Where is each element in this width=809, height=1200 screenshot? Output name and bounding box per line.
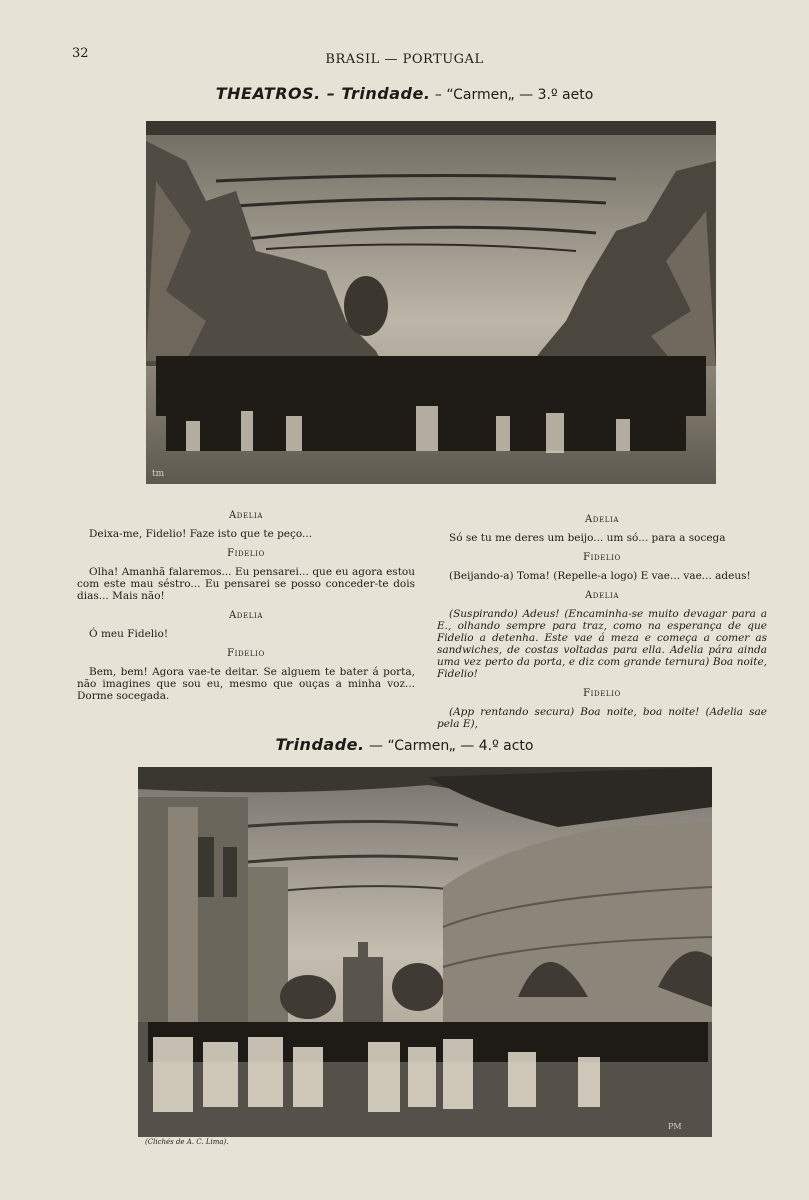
photo-act3-scene: [146, 121, 716, 484]
photo-act3: [146, 121, 716, 484]
page-number: 32: [72, 46, 89, 61]
dialogue-column-left: [77, 502, 415, 702]
dialogue-line: Olha! Amanhã falaremos... Eu pensarei... que eu agora estou com este mau séstro... Eu pensarei se posso conceder-te dois dias... Mais não!: [77, 566, 415, 602]
dialogue-line: (Suspirando) Adeus! (Encaminha-se muito devagar para a E., olhando sempre para traz, como na esperança de que Fidelio a detenha. Este vae á meza e começa a comer as sandwiches, de costas voltadas para ella. Adelia pára ainda uma vez perto da porta, e diz com grande ternura) Boa noite, Fidelio!: [437, 608, 767, 680]
section2-heading: [0, 735, 809, 754]
speaker-name: Fidelio: [227, 648, 265, 659]
dialogue-column-right: [437, 506, 767, 730]
speaker-name: Adelia: [228, 510, 263, 521]
speaker-name: Adelia: [228, 610, 263, 621]
section2-title-rest: — “Carmen„ — 4.º acto: [364, 738, 534, 754]
section2-title-bold: Trindade.: [275, 735, 365, 754]
dialogue-line: Só se tu me deres um beijo... um só... para a socega: [449, 532, 726, 544]
photo-act4: [138, 767, 712, 1137]
speaker-name: Fidelio: [583, 552, 621, 563]
photo-credit: (Clichés de A. C. Lima).: [145, 1138, 229, 1146]
speaker-name: Adelia: [584, 590, 619, 601]
photo-act4-signature: PM: [668, 1122, 682, 1131]
speaker-name: Fidelio: [227, 548, 265, 559]
dialogue-line: Bem, bem! Agora vae-te deitar. Se alguem te bater á porta, não imagines que sou eu, mesmo que ouças a minha voz... Dorme socegada.: [77, 666, 415, 702]
dialogue-line: Ó meu Fidelio!: [89, 628, 169, 640]
section1-title-bold: THEATROS. – Trindade.: [215, 84, 431, 103]
dialogue-line: (Beijando-a) Toma! (Repelle-a logo) E vae... vae... adeus!: [449, 570, 751, 582]
speaker-name: Adelia: [584, 514, 619, 525]
photo-act4-scene: [138, 767, 712, 1137]
dialogue-line: (App rentando secura) Boa noite, boa noite! (Adelia sae pela E),: [437, 706, 767, 730]
section1-title-rest: – “Carmen„ — 3.º aeto: [430, 87, 594, 103]
section1-heading: [0, 84, 809, 103]
speaker-name: Fidelio: [583, 688, 621, 699]
dialogue-line: Deixa-me, Fidelio! Faze isto que te peço...: [89, 528, 313, 540]
running-head: BRASIL — PORTUGAL: [325, 52, 484, 67]
photo-act3-signature: tm: [152, 469, 165, 479]
